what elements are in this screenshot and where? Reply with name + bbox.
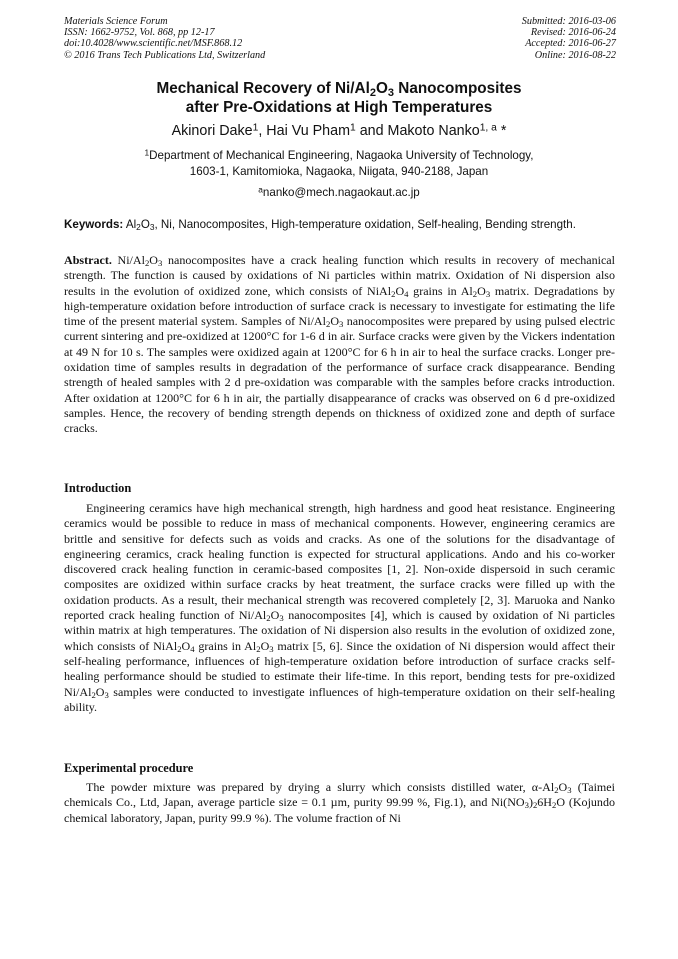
author-name: Hai Vu Pham <box>266 123 350 139</box>
author-list: Akinori Dake$^1$, Hai Vu Pham$^1$ and Makoto Nanko$^{1, a}$ * <box>171 122 507 139</box>
online-date: Online: 2016-08-22 <box>534 49 616 61</box>
title-line-1: Mechanical Recovery of $Ni/Al_2O_3$ Nanocomposites <box>156 80 522 99</box>
journal-name: Materials Science Forum <box>64 16 168 27</box>
introduction-body: Engineering ceramics have high mechanical strength, high hardness and good heat resistance. Engineering ceramics would be possible to reduce in mass of mechanical components. However, engineering ceramics are brittle and sensitive for defects such as voids and cracks. As one of the solutions for the disadvantage of engineering ceramics, crack healing function is expected for structural applications. Ando and his co-worker discovered crack healing function in ceramic-based composites [1, 2]. Non-oxide dispersoid in such ceramic composites are oxidized within surface cracks by heat treatment, the surface cracks were filled up with the oxidation products. As a result, their mechanical strength was recovered completely [2, 3]. Maruoka and Nanko reported crack healing function of $Ni/Al_2O_3$ nanocomposites [4], which is caused by oxidation of Ni particles within matrix at high temperatures. The oxidation of Ni dispersion also results in the evolution of oxidized zone, which consists of $NiAl_2O_4$ grains in $Al_2O_3$ matrix [5, 6]. Since the oxidation of Ni dispersion would affect their self-healing performance, influences of high-temperature oxidation before introduction of surface cracks self-healing performance should be studied to estimate their life-time. In this report, bending tests for pre-oxidized $Ni/Al_2O_3$ samples were conducted to investigate influences of high-temperature oxidation on their self-healing ability. <box>64 501 615 714</box>
keywords: Keywords: $Al_2O_3$, Ni, Nanocomposites, High-temperature oxidation, Self-healing, Bending strength. <box>64 218 576 233</box>
introduction-heading: Introduction <box>64 481 132 495</box>
abstract-label: Abstract. <box>64 253 112 267</box>
submitted-date: Submitted: 2016-03-06 <box>521 16 616 27</box>
paper-title <box>60 79 618 117</box>
affiliation: $^1$Department of Mechanical Engineering, Nagaoka University of Technology, 1603-1, Kamitomioka, Nagaoka, Niigata, 940-2188, Japan <box>144 147 534 178</box>
author-email: $^a$nanko@mech.nagaokaut.ac.jp <box>258 184 420 199</box>
author-name: Akinori Dake <box>171 123 253 139</box>
issn: ISSN: 1662-9752, Vol. 868, pp 12-17 <box>64 27 215 39</box>
abstract: Abstract. $Ni/Al_2O_3$ nanocomposites have a crack healing function which results in recovery of mechanical strength. The function is caused by oxidations of Ni particles within matrix. Oxidation of Ni dispersion also results in the evolution of oxidized zone, which consists of $NiAl_2O_4$ grains in $Al_2O_3$ matrix. Degradations by high-temperature oxidation before introduction of surface crack is necessary to investigate for estimating the life time of the present material system. Samples of $Ni/Al_2O_3$ nanocomposites were prepared by using pulsed electric current sintering and pre-oxidized at 1200°C for 1-6 d in air. Surface cracks were given by the Vickers indentation at 49 N for 10 s. The samples were oxidized again at 1200°C for 6 h in air to heal the surface cracks. Longer pre-oxidation time of samples results in degradation of the performance of surface crack disappearance. Bending strength of healed samples with 2 d pre-oxidation was comparable with the samples before cracks introduction. After oxidation at 1200°C for 6 h in air, the partially disappearance of cracks was observed on 6 d pre-oxidized samples. Hence, the recovery of bending strength depends on thickness of oxidized zone and depth of surface cracks. <box>64 253 615 436</box>
title-line-2: after Pre-Oxidations at High Temperatures <box>185 99 493 116</box>
revised-date: Revised: 2016-06-24 <box>530 27 616 39</box>
experimental-heading: Experimental procedure <box>64 761 194 775</box>
keywords-label: Keywords: <box>64 218 124 231</box>
author-name: Makoto Nanko <box>387 123 480 139</box>
copyright: © 2016 Trans Tech Publications Ltd, Switzerland <box>64 49 266 61</box>
journal-info <box>64 16 265 61</box>
accepted-date: Accepted: 2016-06-27 <box>525 38 616 50</box>
doi: doi:10.4028/www.scientific.net/MSF.868.12 <box>64 38 243 50</box>
publication-dates <box>522 16 616 61</box>
experimental-body: The powder mixture was prepared by drying a slurry which consists distilled water, $\alpha-Al_2O_3$ (Taimei chemicals Co., Ltd, Japan, average particle size = 0.1 µm, purity 99.99 %, Fig.1), and $Ni(NO_3)_26H_2O$ (Kojundo chemical laboratory, Japan, purity 99.9 %). The volume fraction of Ni <box>64 780 616 825</box>
